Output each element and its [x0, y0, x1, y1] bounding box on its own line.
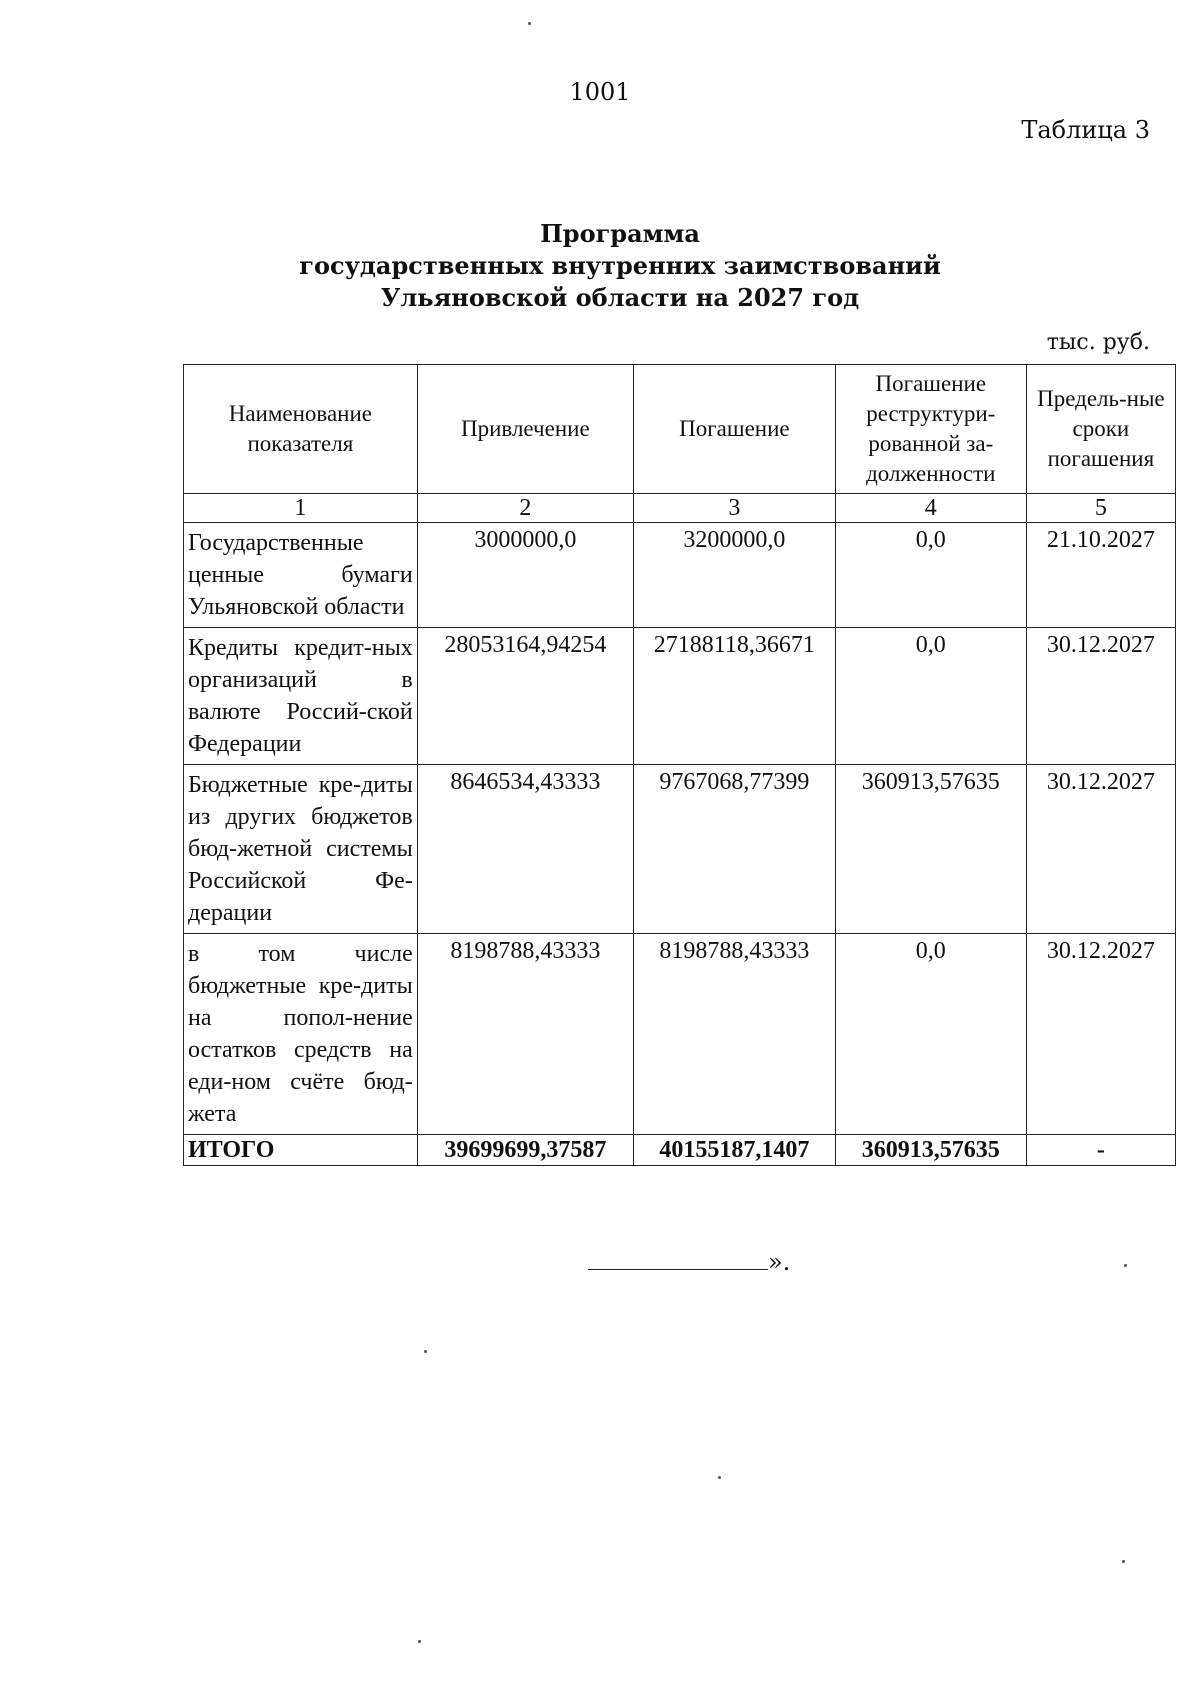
header-repayment: Погашение [633, 365, 835, 494]
title-line-1: Программа [540, 219, 700, 248]
row-deadline: 21.10.2027 [1026, 523, 1175, 628]
row-attraction: 8646534,43333 [417, 765, 633, 934]
table-row [184, 523, 1176, 628]
borrowing-program-table [183, 364, 1176, 1166]
row-deadline: 30.12.2027 [1026, 628, 1175, 765]
scan-speck [1122, 1560, 1125, 1563]
total-attraction: 39699699,37587 [417, 1135, 633, 1166]
total-repayment: 40155187,1407 [633, 1135, 835, 1166]
table-row [184, 934, 1176, 1135]
table-row [184, 765, 1176, 934]
row-restructured: 0,0 [835, 523, 1026, 628]
column-number-row [184, 494, 1176, 523]
units-label: тыс. руб. [1046, 330, 1150, 355]
header-attraction: Привлечение [417, 365, 633, 494]
scan-speck [1124, 1264, 1127, 1267]
total-deadline: - [1026, 1135, 1175, 1166]
column-number: 5 [1026, 494, 1175, 523]
row-deadline: 30.12.2027 [1026, 934, 1175, 1135]
row-repayment: 27188118,36671 [633, 628, 835, 765]
closing-mark [588, 1248, 790, 1276]
scan-speck [424, 1350, 427, 1353]
row-name: Бюджетные кре-диты из других бюджетов бюд-жетной системы Российской Фе-дерации [184, 765, 418, 934]
scan-speck [528, 22, 531, 25]
row-repayment: 9767068,77399 [633, 765, 835, 934]
total-row [184, 1135, 1176, 1166]
page-number: 1001 [569, 78, 631, 106]
column-number: 3 [633, 494, 835, 523]
row-deadline: 30.12.2027 [1026, 765, 1175, 934]
header-name: Наименование показателя [184, 365, 418, 494]
row-repayment: 3200000,0 [633, 523, 835, 628]
scan-speck [418, 1640, 421, 1643]
column-number: 4 [835, 494, 1026, 523]
scan-speck [718, 1476, 721, 1479]
row-name: Государственные ценные бумаги Ульяновской области [184, 523, 418, 628]
row-name: Кредиты кредит-ных организаций в валюте Россий-ской Федерации [184, 628, 418, 765]
row-attraction: 28053164,94254 [417, 628, 633, 765]
total-label: ИТОГО [184, 1135, 418, 1166]
column-number: 2 [417, 494, 633, 523]
row-restructured: 0,0 [835, 628, 1026, 765]
header-deadline: Предель-ные сроки погашения [1026, 365, 1175, 494]
closing-quote: ». [768, 1248, 791, 1276]
title-line-2: государственных внутренних заимствований [299, 251, 941, 280]
total-restructured: 360913,57635 [835, 1135, 1026, 1166]
row-restructured: 360913,57635 [835, 765, 1026, 934]
table-row [184, 628, 1176, 765]
closing-underline [588, 1251, 768, 1270]
header-restructured: Погашение реструктури-рованной за-долженности [835, 365, 1026, 494]
row-repayment: 8198788,43333 [633, 934, 835, 1135]
row-attraction: 8198788,43333 [417, 934, 633, 1135]
table-label: Таблица 3 [1021, 116, 1150, 144]
table-header-row [184, 365, 1176, 494]
column-number: 1 [184, 494, 418, 523]
title-line-3: Ульяновской области на 2027 год [380, 283, 860, 312]
document-title [0, 218, 1200, 314]
row-attraction: 3000000,0 [417, 523, 633, 628]
row-name: в том числе бюджетные кре-диты на попол-нение остатков средств на еди-ном счёте бюд-жета [184, 934, 418, 1135]
row-restructured: 0,0 [835, 934, 1026, 1135]
